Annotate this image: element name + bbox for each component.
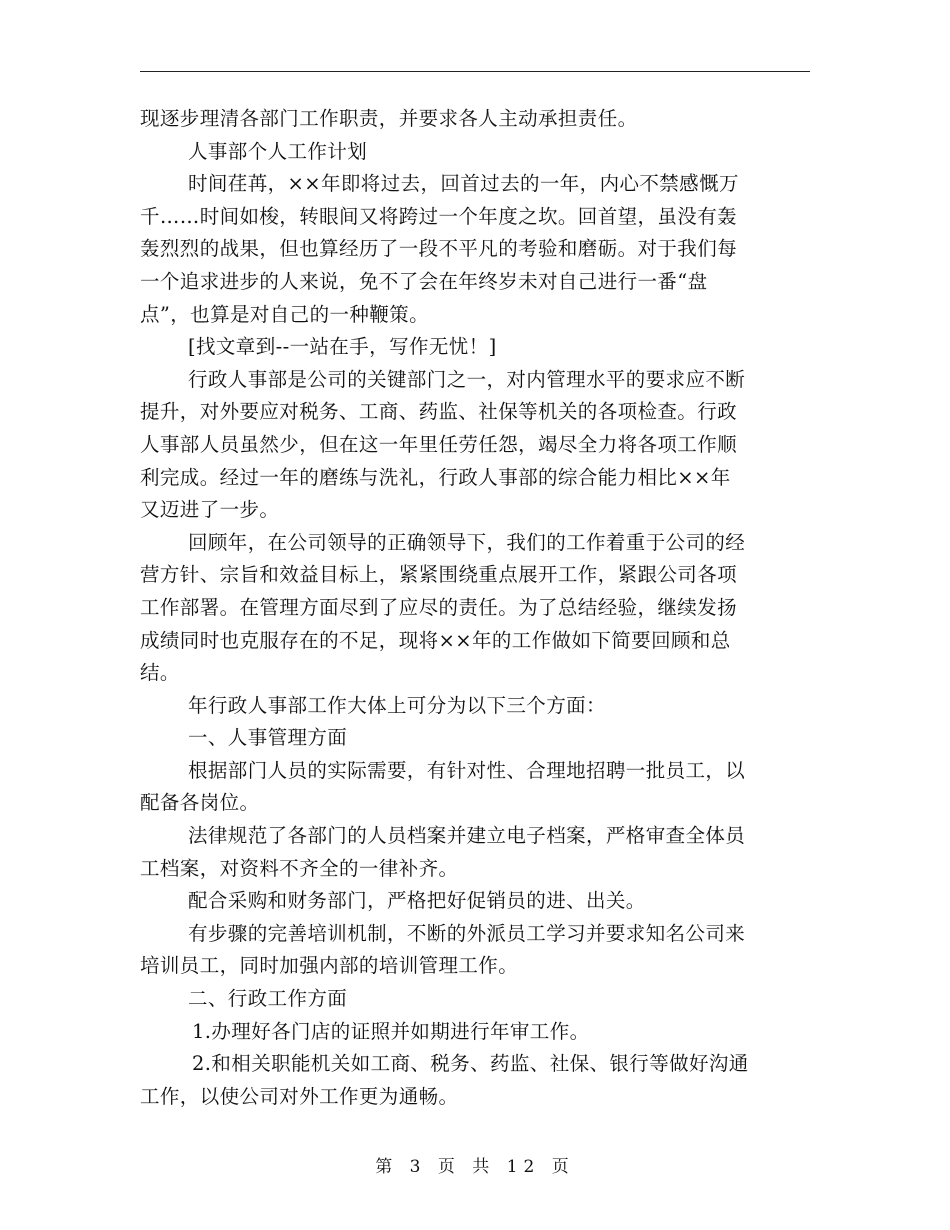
page-footer: 第 3 页 共 12 页 [375, 1157, 575, 1177]
text-line: 回顾年，在公司领导的正确领导下，我们的工作着重于公司的经 [188, 530, 746, 554]
text-line: 结。 [140, 661, 180, 685]
text-line: 轰烈烈的战果，但也算经历了一段不平凡的考验和磨砺。对于我们每 [140, 237, 738, 261]
section-heading: 人事部个人工作计划 [188, 139, 368, 163]
text-line: 配合采购和财务部门，严格把好促销员的进、出关。 [188, 889, 646, 913]
document-body [140, 103, 800, 1113]
text-line: 根据部门人员的实际需要，有针对性、合理地招聘一批员工，以 [188, 758, 746, 782]
text-line: 配备各岗位。 [140, 791, 260, 815]
text-line: 成绩同时也克服存在的不足，现将××年的工作做如下简要回顾和总 [140, 628, 731, 652]
header-rule [140, 71, 810, 72]
text-line: 行政人事部是公司的关键部门之一，对内管理水平的要求应不断 [188, 367, 746, 391]
text-line: 现逐步理清各部门工作职责，并要求各人主动承担责任。 [140, 107, 638, 130]
text-line: 培训员工，同时加强内部的培训管理工作。 [140, 954, 519, 978]
text-line: 法律规范了各部门的人员档案并建立电子档案，严格审查全体员 [188, 824, 746, 848]
text-line: 千……时间如梭，转眼间又将跨过一个年度之坎。回首望，虽没有轰 [140, 204, 738, 228]
numbered-item: 2.和相关职能机关如工商、税务、药监、社保、银行等做好沟通 [192, 1052, 749, 1076]
text-line: 一个追求进步的人来说，免不了会在年终岁未对自己进行一番“盘 [140, 269, 708, 293]
text-line: 时间荏苒，××年即将过去，回首过去的一年，内心不禁感慨万 [188, 172, 739, 196]
text-line: 年行政人事部工作大体上可分为以下三个方面： [188, 693, 606, 717]
section-heading: 二、行政工作方面 [188, 987, 348, 1011]
numbered-item: 1.办理好各门店的证照并如期进行年审工作。 [192, 1019, 590, 1043]
text-line: 利完成。经过一年的磨练与洗礼，行政人事部的综合能力相比××年 [140, 465, 731, 489]
text-line: 有步骤的完善培训机制，不断的外派员工学习并要求知名公司来 [188, 921, 746, 945]
text-line: 工作，以使公司对外工作更为通畅。 [140, 1084, 459, 1108]
text-line: 营方针、宗旨和效益目标上，紧紧围绕重点展开工作，紧跟公司各项 [140, 563, 738, 587]
text-line: 提升，对外要应对税务、工商、药监、社保等机关的各项检查。行政 [140, 400, 738, 424]
section-heading: 一、人事管理方面 [188, 726, 348, 750]
text-line: 点”，也算是对自己的一种鞭策。 [140, 302, 429, 326]
text-line: 又迈进了一步。 [140, 498, 280, 522]
text-line: 人事部人员虽然少，但在这一年里任劳任怨，竭尽全力将各项工作顺 [140, 432, 738, 456]
text-line: 工作部署。在管理方面尽到了应尽的责任。为了总结经验，继续发扬 [140, 595, 738, 619]
text-line: 工档案，对资料不齐全的一律补齐。 [140, 856, 459, 880]
text-line: [找文章到--一站在手，写作无忧！] [188, 335, 497, 359]
